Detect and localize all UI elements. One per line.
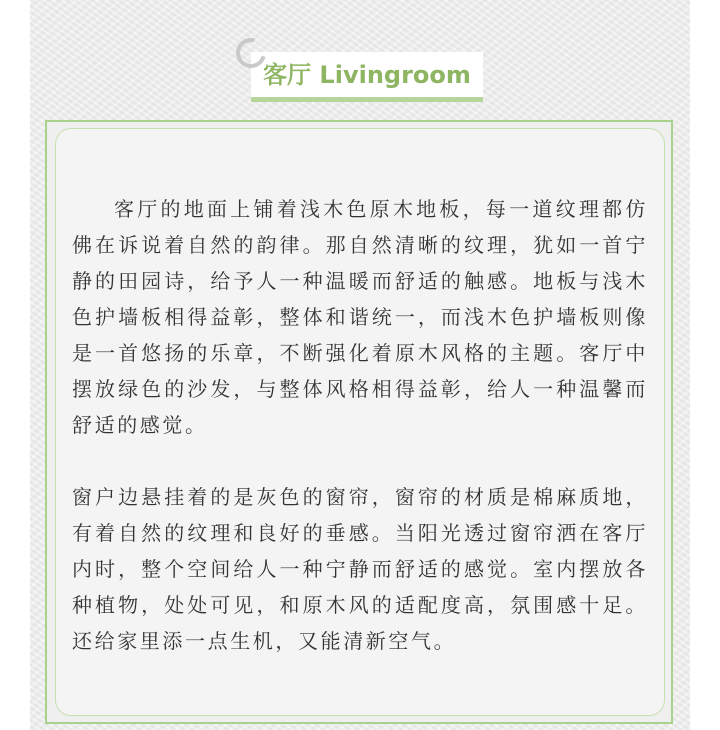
paragraph-2: 窗户边悬挂着的是灰色的窗帘，窗帘的材质是棉麻质地，有着自然的纹理和良好的垂感。当阳光透过窗帘洒在客厅内时，整个空间给人一种宁静而舒适的感觉。室内摆放各种植物，处处可见，和原木风的适配度高，氛围感十足。还给家里添一点生机，又能清新空气。 (72, 485, 648, 653)
article-body (72, 191, 648, 659)
page-title: 客厅 Livingroom (263, 61, 471, 89)
paragraph-1: 客厅的地面上铺着浅木色原木地板，每一道纹理都仿佛在诉说着自然的韵律。那自然清晰的纹理，犹如一首宁静的田园诗，给予人一种温暖而舒适的触感。地板与浅木色护墙板相得益彰，整体和谐统一，而浅木色护墙板则像是一首悠扬的乐章，不断强化着原木风格的主题。客厅中摆放绿色的沙发，与整体风格相得益彰，给人一种温馨而舒适的感觉。 (72, 197, 648, 437)
title-box (251, 52, 483, 98)
title-underline (251, 97, 483, 102)
